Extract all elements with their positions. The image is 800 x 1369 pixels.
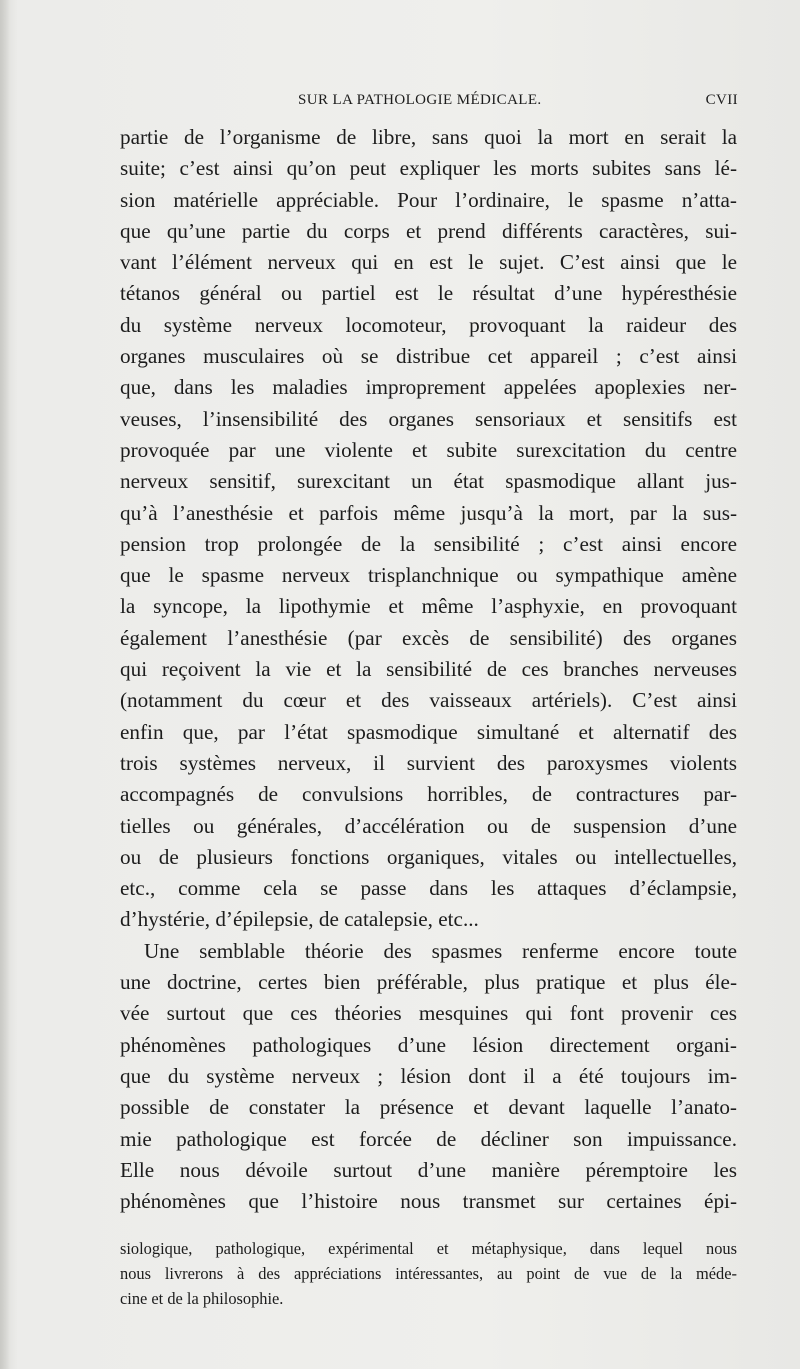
text-line: enfin que, par l’état spasmodique simultané et alternatif des [120, 719, 737, 744]
footnote-line: cine et de la philosophie. [120, 1289, 284, 1308]
text-line: Une semblable théorie des spasmes renferme encore toute [144, 938, 737, 963]
body-text [120, 122, 737, 1217]
text-line: que, dans les maladies improprement appelées apoplexies ner- [120, 375, 737, 400]
text-line: accompagnés de convulsions horribles, de contractures par- [120, 782, 737, 807]
text-line: mie pathologique est forcée de décliner son impuissance. [120, 1126, 737, 1151]
text-line: phénomènes que l’histoire nous transmet sur certaines épi- [120, 1189, 737, 1214]
text-line: ou de plusieurs fonctions organiques, vitales ou intellectuelles, [120, 844, 737, 869]
text-line: tielles ou générales, d’accélération ou de suspension d’une [120, 813, 737, 838]
running-title: SUR LA PATHOLOGIE MÉDICALE. [298, 92, 542, 108]
text-line: Elle nous dévoile surtout d’une manière péremptoire les [120, 1157, 737, 1182]
text-line: partie de l’organisme de libre, sans quoi la mort en serait la [120, 125, 737, 149]
text-line: que qu’une partie du corps et prend différents caractères, sui- [120, 218, 737, 243]
text-line: phénomènes pathologiques d’une lésion directement organi- [120, 1032, 737, 1057]
text-line: veuses, l’insensibilité des organes sensoriaux et sensitifs est [120, 406, 737, 431]
text-line: trois systèmes nerveux, il survient des paroxysmes violents [120, 750, 737, 775]
footnote-line: nous livrerons à des appréciations intéressantes, au point de vue de la méde- [120, 1264, 737, 1283]
text-line: du système nerveux locomoteur, provoquant la raideur des [120, 312, 737, 337]
text-line: qui reçoivent la vie et la sensibilité de ces branches nerveuses [120, 657, 737, 682]
text-line: qu’à l’anesthésie et parfois même jusqu’à la mort, par la sus- [120, 500, 737, 525]
text-line: que le spasme nerveux trisplanchnique ou sympathique amène [120, 563, 737, 588]
text-line: la syncope, la lipothymie et même l’asphyxie, en provoquant [120, 594, 737, 619]
text-line: également l’anesthésie (par excès de sensibilité) des organes [120, 625, 737, 650]
text-line: vée surtout que ces théories mesquines qui font provenir ces [120, 1001, 737, 1026]
text-line: que du système nerveux ; lésion dont il a été toujours im- [120, 1063, 737, 1088]
text-line: nerveux sensitif, surexcitant un état spasmodique allant jus- [120, 469, 737, 494]
text-line: tétanos général ou partiel est le résultat d’une hypéresthésie [120, 281, 737, 306]
text-line: vant l’élément nerveux qui en est le sujet. C’est ainsi que le [120, 250, 737, 275]
running-header [298, 92, 738, 116]
text-line: pension trop prolongée de la sensibilité ; c’est ainsi encore [120, 531, 737, 556]
footnote-line: siologique, pathologique, expérimental et métaphysique, dans lequel nous [120, 1239, 737, 1258]
text-line: sion matérielle appréciable. Pour l’ordinaire, le spasme n’atta- [120, 187, 737, 212]
footnote [120, 1236, 737, 1311]
text-line: provoquée par une violente et subite surexcitation du centre [120, 437, 737, 462]
text-line: organes musculaires où se distribue cet appareil ; c’est ainsi [120, 344, 737, 369]
text-line: etc., comme cela se passe dans les attaques d’éclampsie, [120, 876, 737, 901]
text-line: possible de constater la présence et devant laquelle l’anato- [120, 1095, 737, 1120]
page-gutter-shadow [0, 0, 10, 1369]
text-line: suite; c’est ainsi qu’on peut expliquer les morts subites sans lé- [120, 156, 737, 181]
text-line: une doctrine, certes bien préférable, plus pratique et plus éle- [120, 970, 737, 995]
text-line: d’hystérie, d’épilepsie, de catalepsie, etc... [120, 907, 479, 932]
text-line: (notamment du cœur et des vaisseaux artériels). C’est ainsi [120, 688, 737, 713]
page-number: CVII [705, 92, 738, 108]
